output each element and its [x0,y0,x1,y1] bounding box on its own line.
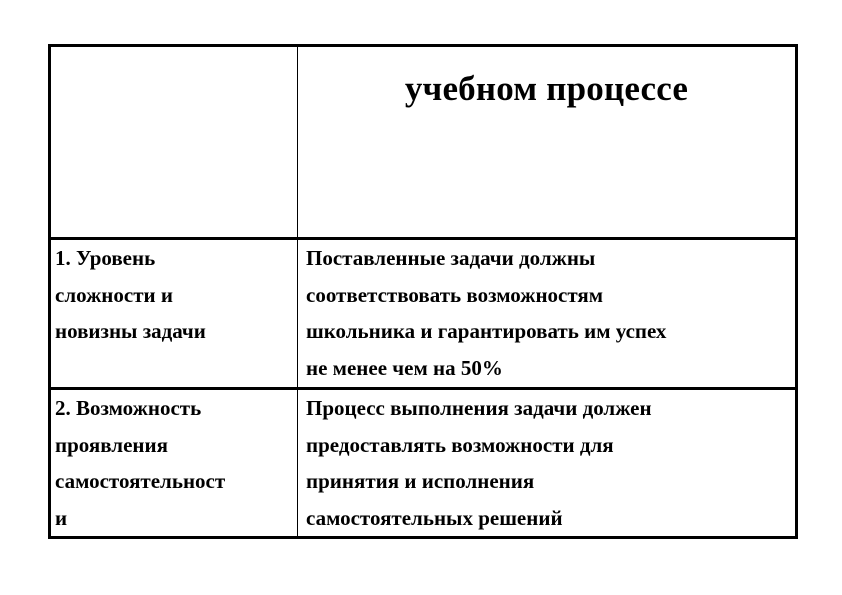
description-text: Процесс выполнения задачи должен предоставлять возможности для принятия и исполнения самостоятельных решений [306,396,652,530]
description-cell [298,389,797,538]
criterion-cell [50,389,298,538]
requirements-table [48,44,798,539]
description-text: Поставленные задачи должны соответствовать возможностям школьника и гарантировать им успех не менее чем на 50% [306,246,667,380]
criterion-text: 2. Возможность проявления самостоятельност и [55,396,226,530]
header-title: учебном процессе [404,69,689,108]
description-cell [298,239,797,389]
criterion-cell [50,239,298,389]
table-row [50,239,797,389]
header-cell-right [298,46,797,239]
criterion-text: 1. Уровень сложности и новизны задачи [55,246,206,343]
header-cell-left [50,46,298,239]
table-row [50,389,797,538]
table-header-row [50,46,797,239]
